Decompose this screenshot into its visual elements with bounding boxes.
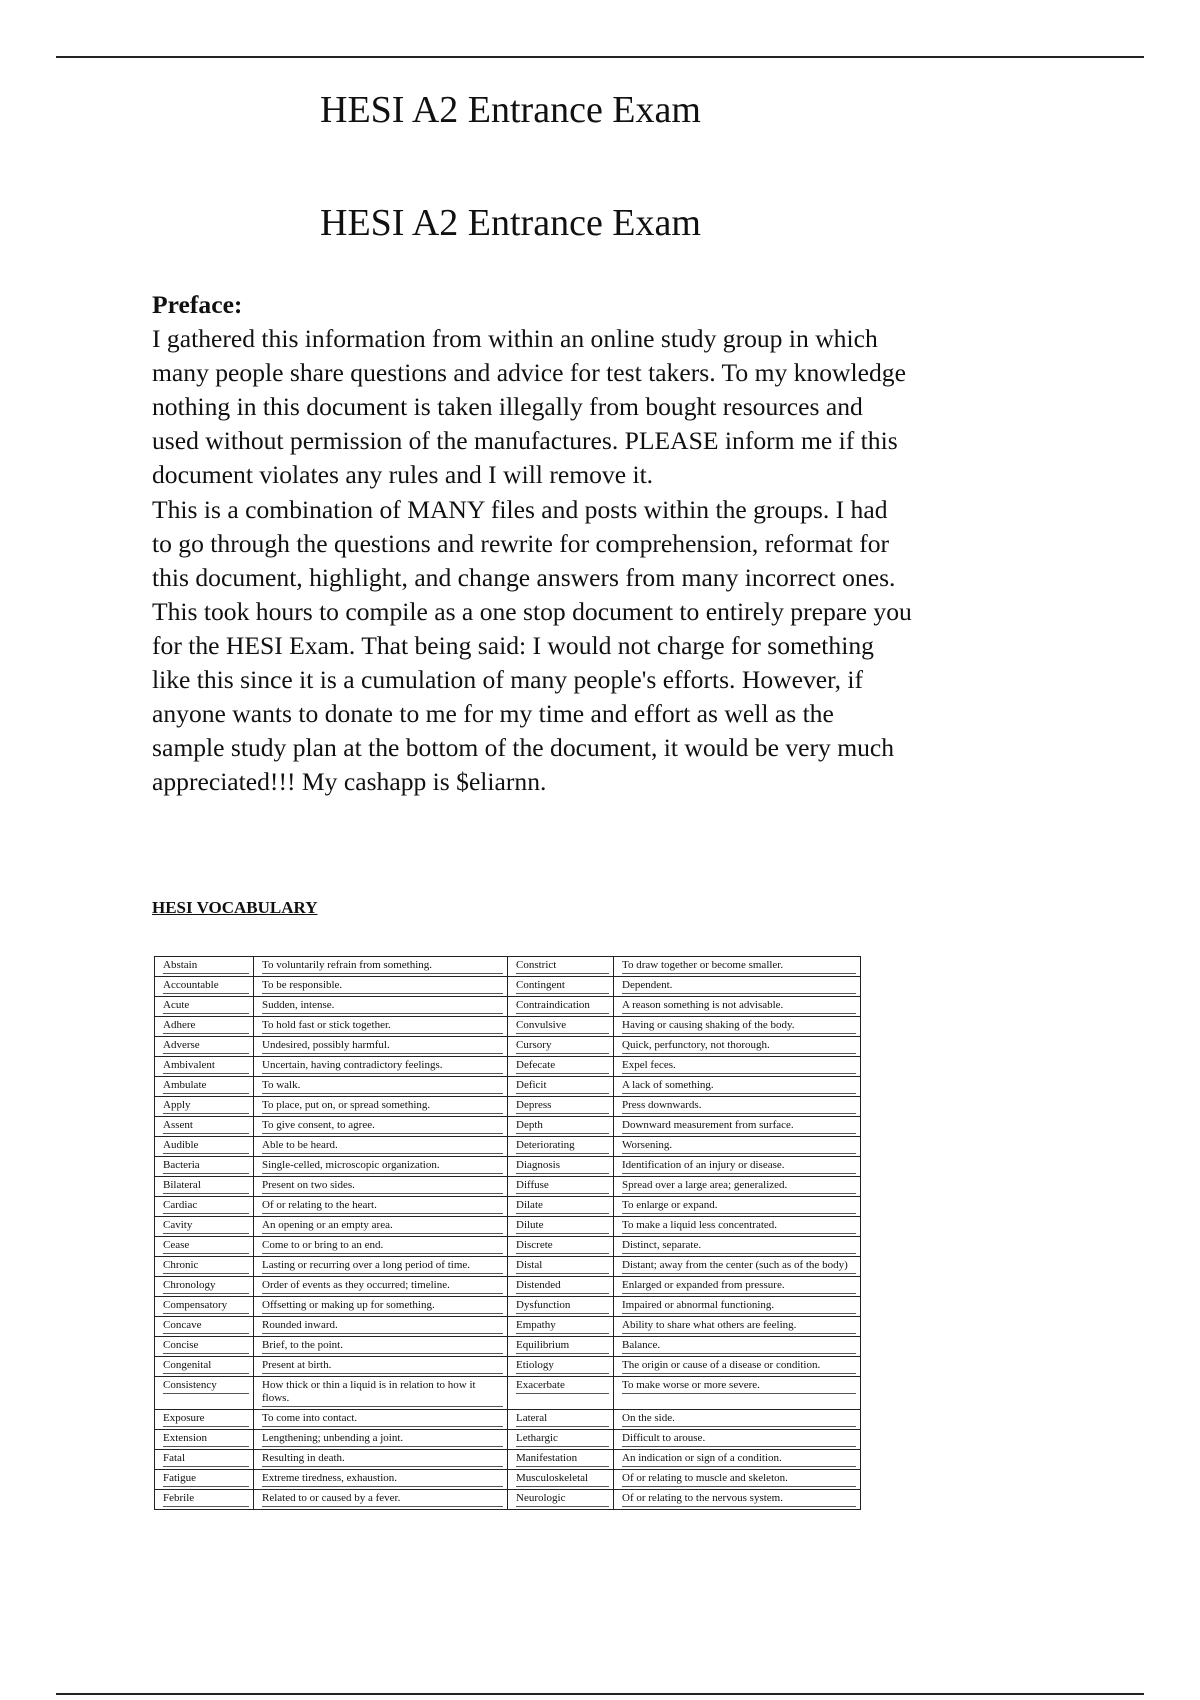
table-cell (254, 1217, 508, 1237)
table-cell (508, 1137, 614, 1157)
table-cell (155, 1410, 254, 1430)
vocabulary-heading: HESI VOCABULARY (152, 898, 318, 917)
vocab-definition: Present on two sides. (262, 1179, 503, 1194)
table-cell (508, 1297, 614, 1317)
vocab-term: Manifestation (516, 1452, 609, 1467)
vocab-definition: To hold fast or stick together. (262, 1019, 503, 1034)
vocab-term: Contingent (516, 979, 609, 994)
vocab-definition: Of or relating to muscle and skeleton. (622, 1472, 856, 1487)
table-cell (614, 1490, 861, 1510)
table-cell (614, 1257, 861, 1277)
table-cell (614, 1217, 861, 1237)
table-row (155, 957, 861, 977)
vocab-definition: To make worse or more severe. (622, 1379, 856, 1394)
table-cell (155, 1470, 254, 1490)
table-cell (254, 1377, 508, 1410)
table-cell (155, 1137, 254, 1157)
bottom-rule (56, 1693, 1144, 1695)
vocab-definition: Resulting in death. (262, 1452, 503, 1467)
table-row (155, 1017, 861, 1037)
vocab-definition: How thick or thin a liquid is in relation to how it flows. (262, 1379, 503, 1407)
table-cell (155, 1077, 254, 1097)
table-cell (614, 1197, 861, 1217)
vocab-definition: Single-celled, microscopic organization. (262, 1159, 503, 1174)
table-row (155, 1097, 861, 1117)
vocab-definition: Offsetting or making up for something. (262, 1299, 503, 1314)
table-cell (254, 1450, 508, 1470)
table-row (155, 977, 861, 997)
vocab-term: Defecate (516, 1059, 609, 1074)
table-cell (508, 997, 614, 1017)
vocab-term: Contraindication (516, 999, 609, 1014)
vocab-term: Equilibrium (516, 1339, 609, 1354)
preface-section (152, 288, 912, 799)
vocab-term: Audible (163, 1139, 249, 1154)
table-cell (155, 1037, 254, 1057)
table-cell (155, 997, 254, 1017)
table-cell (614, 957, 861, 977)
table-cell (508, 1277, 614, 1297)
table-cell (508, 1037, 614, 1057)
table-cell (614, 1017, 861, 1037)
table-cell (508, 1217, 614, 1237)
table-cell (254, 1017, 508, 1037)
table-row (155, 1197, 861, 1217)
table-cell (155, 977, 254, 997)
table-cell (614, 997, 861, 1017)
table-cell (254, 997, 508, 1017)
table-cell (508, 1377, 614, 1410)
table-cell (254, 1037, 508, 1057)
vocab-definition: Having or causing shaking of the body. (622, 1019, 856, 1034)
vocab-definition: To be responsible. (262, 979, 503, 994)
table-cell (254, 1490, 508, 1510)
table-cell (508, 1317, 614, 1337)
vocab-term: Convulsive (516, 1019, 609, 1034)
table-cell (254, 1430, 508, 1450)
table-cell (254, 1197, 508, 1217)
vocab-definition: Spread over a large area; generalized. (622, 1179, 856, 1194)
table-cell (614, 1357, 861, 1377)
table-cell (254, 1097, 508, 1117)
table-cell (155, 1450, 254, 1470)
vocab-definition: Sudden, intense. (262, 999, 503, 1014)
vocab-definition: Difficult to arouse. (622, 1432, 856, 1447)
vocab-definition: To give consent, to agree. (262, 1119, 503, 1134)
vocab-term: Empathy (516, 1319, 609, 1334)
vocab-term: Abstain (163, 959, 249, 974)
vocab-definition: Identification of an injury or disease. (622, 1159, 856, 1174)
table-cell (155, 1057, 254, 1077)
top-rule (56, 56, 1144, 58)
vocab-term: Dilute (516, 1219, 609, 1234)
vocab-definition: Lasting or recurring over a long period of time. (262, 1259, 503, 1274)
vocab-term: Cardiac (163, 1199, 249, 1214)
table-cell (508, 1490, 614, 1510)
table-row (155, 1377, 861, 1410)
vocab-term: Diffuse (516, 1179, 609, 1194)
table-cell (254, 957, 508, 977)
table-cell (614, 1157, 861, 1177)
vocab-term: Accountable (163, 979, 249, 994)
table-cell (254, 1117, 508, 1137)
vocab-term: Exposure (163, 1412, 249, 1427)
table-cell (614, 1297, 861, 1317)
vocab-term: Congenital (163, 1359, 249, 1374)
table-row (155, 1277, 861, 1297)
table-cell (614, 1177, 861, 1197)
vocab-definition: Of or relating to the nervous system. (622, 1492, 856, 1507)
table-cell (254, 1470, 508, 1490)
vocab-term: Concave (163, 1319, 249, 1334)
vocab-term: Fatigue (163, 1472, 249, 1487)
table-cell (155, 1357, 254, 1377)
table-cell (508, 1057, 614, 1077)
vocab-term: Chronology (163, 1279, 249, 1294)
table-cell (508, 1410, 614, 1430)
vocab-term: Diagnosis (516, 1159, 609, 1174)
table-cell (254, 1057, 508, 1077)
vocab-definition: Dependent. (622, 979, 856, 994)
table-row (155, 1177, 861, 1197)
vocab-term: Concise (163, 1339, 249, 1354)
table-row (155, 1137, 861, 1157)
table-cell (155, 1217, 254, 1237)
vocab-term: Fatal (163, 1452, 249, 1467)
table-row (155, 1357, 861, 1377)
vocab-definition: On the side. (622, 1412, 856, 1427)
table-cell (614, 1317, 861, 1337)
table-cell (155, 1157, 254, 1177)
vocab-term: Extension (163, 1432, 249, 1447)
vocab-definition: Uncertain, having contradictory feelings. (262, 1059, 503, 1074)
preface-heading: Preface: (152, 290, 243, 319)
vocab-definition: Balance. (622, 1339, 856, 1354)
vocab-term: Febrile (163, 1492, 249, 1507)
table-cell (155, 1430, 254, 1450)
table-cell (155, 1377, 254, 1410)
vocab-definition: To enlarge or expand. (622, 1199, 856, 1214)
vocabulary-table-body (155, 957, 861, 1510)
vocab-term: Dysfunction (516, 1299, 609, 1314)
vocab-definition: Lengthening; unbending a joint. (262, 1432, 503, 1447)
vocab-definition: To place, put on, or spread something. (262, 1099, 503, 1114)
vocab-definition: Worsening. (622, 1139, 856, 1154)
table-cell (254, 977, 508, 997)
vocab-definition: An opening or an empty area. (262, 1219, 503, 1234)
table-cell (508, 1357, 614, 1377)
table-cell (614, 1450, 861, 1470)
table-row (155, 1077, 861, 1097)
vocab-term: Depth (516, 1119, 609, 1134)
vocab-term: Bilateral (163, 1179, 249, 1194)
vocab-definition: Present at birth. (262, 1359, 503, 1374)
table-cell (614, 1057, 861, 1077)
vocabulary-table (154, 956, 861, 1510)
vocab-term: Adverse (163, 1039, 249, 1054)
vocab-term: Adhere (163, 1019, 249, 1034)
vocab-term: Ambulate (163, 1079, 249, 1094)
table-cell (508, 1197, 614, 1217)
table-cell (254, 1157, 508, 1177)
vocab-definition: Quick, perfunctory, not thorough. (622, 1039, 856, 1054)
table-cell (614, 1237, 861, 1257)
table-cell (254, 1357, 508, 1377)
vocab-term: Cavity (163, 1219, 249, 1234)
vocab-definition: Enlarged or expanded from pressure. (622, 1279, 856, 1294)
table-cell (155, 957, 254, 977)
vocab-term: Cursory (516, 1039, 609, 1054)
vocab-definition: Able to be heard. (262, 1139, 503, 1154)
vocab-definition: To walk. (262, 1079, 503, 1094)
table-row (155, 1217, 861, 1237)
vocab-term: Constrict (516, 959, 609, 974)
vocab-term: Deteriorating (516, 1139, 609, 1154)
table-cell (508, 1257, 614, 1277)
vocab-term: Etiology (516, 1359, 609, 1374)
table-row (155, 1450, 861, 1470)
vocab-term: Apply (163, 1099, 249, 1114)
table-cell (254, 1297, 508, 1317)
table-cell (614, 977, 861, 997)
table-cell (508, 1337, 614, 1357)
table-cell (508, 1450, 614, 1470)
table-cell (508, 1017, 614, 1037)
table-cell (614, 1137, 861, 1157)
vocab-term: Assent (163, 1119, 249, 1134)
vocab-term: Acute (163, 999, 249, 1014)
vocab-term: Deficit (516, 1079, 609, 1094)
table-row (155, 997, 861, 1017)
vocab-term: Dilate (516, 1199, 609, 1214)
table-cell (254, 1317, 508, 1337)
table-row (155, 1490, 861, 1510)
table-cell (155, 1017, 254, 1037)
vocab-term: Compensatory (163, 1299, 249, 1314)
table-row (155, 1410, 861, 1430)
vocab-term: Discrete (516, 1239, 609, 1254)
vocab-term: Consistency (163, 1379, 249, 1394)
table-cell (614, 1037, 861, 1057)
table-cell (508, 977, 614, 997)
table-row (155, 1237, 861, 1257)
table-row (155, 1037, 861, 1057)
table-cell (614, 1470, 861, 1490)
vocab-definition: Ability to share what others are feeling. (622, 1319, 856, 1334)
table-cell (155, 1337, 254, 1357)
table-cell (614, 1117, 861, 1137)
vocab-definition: An indication or sign of a condition. (622, 1452, 856, 1467)
vocab-definition: Rounded inward. (262, 1319, 503, 1334)
table-row (155, 1430, 861, 1450)
table-row (155, 1337, 861, 1357)
vocab-term: Lateral (516, 1412, 609, 1427)
vocab-term: Chronic (163, 1259, 249, 1274)
vocab-definition: Undesired, possibly harmful. (262, 1039, 503, 1054)
vocab-definition: Distinct, separate. (622, 1239, 856, 1254)
vocab-term: Musculoskeletal (516, 1472, 609, 1487)
vocab-definition: Press downwards. (622, 1099, 856, 1114)
table-row (155, 1057, 861, 1077)
table-cell (155, 1317, 254, 1337)
table-cell (254, 1237, 508, 1257)
table-cell (254, 1077, 508, 1097)
table-cell (508, 957, 614, 977)
table-cell (508, 1097, 614, 1117)
table-cell (508, 1177, 614, 1197)
vocab-definition: A reason something is not advisable. (622, 999, 856, 1014)
vocab-definition: Distant; away from the center (such as of the body) (622, 1259, 856, 1274)
table-cell (614, 1337, 861, 1357)
table-cell (614, 1377, 861, 1410)
vocab-term: Exacerbate (516, 1379, 609, 1394)
vocab-term: Neurologic (516, 1492, 609, 1507)
vocab-definition: Downward measurement from surface. (622, 1119, 856, 1134)
table-row (155, 1317, 861, 1337)
table-cell (155, 1177, 254, 1197)
table-cell (155, 1117, 254, 1137)
table-cell (614, 1277, 861, 1297)
table-cell (254, 1337, 508, 1357)
table-cell (155, 1237, 254, 1257)
table-cell (614, 1077, 861, 1097)
table-cell (508, 1077, 614, 1097)
document-subtitle: HESI A2 Entrance Exam (320, 202, 701, 244)
table-cell (508, 1157, 614, 1177)
table-cell (254, 1137, 508, 1157)
vocab-definition: Related to or caused by a fever. (262, 1492, 503, 1507)
table-cell (155, 1277, 254, 1297)
vocab-term: Distal (516, 1259, 609, 1274)
table-cell (254, 1277, 508, 1297)
table-cell (614, 1410, 861, 1430)
table-cell (614, 1430, 861, 1450)
table-cell (508, 1237, 614, 1257)
vocab-term: Bacteria (163, 1159, 249, 1174)
vocab-definition: To come into contact. (262, 1412, 503, 1427)
vocab-definition: Of or relating to the heart. (262, 1199, 503, 1214)
vocab-definition: The origin or cause of a disease or condition. (622, 1359, 856, 1374)
vocab-definition: To draw together or become smaller. (622, 959, 856, 974)
vocab-definition: Order of events as they occurred; timeline. (262, 1279, 503, 1294)
table-cell (254, 1177, 508, 1197)
vocab-definition: Expel feces. (622, 1059, 856, 1074)
preface-paragraph-1: I gathered this information from within an online study group in which many people share questions and advice for test takers. To my knowledge nothing in this document is taken illegally from bought resources and used without permission of the manufactures. PLEASE inform me if this document violates any rules and I will remove it. (152, 324, 906, 490)
vocab-definition: To voluntarily refrain from something. (262, 959, 503, 974)
vocab-term: Ambivalent (163, 1059, 249, 1074)
vocab-definition: A lack of something. (622, 1079, 856, 1094)
table-row (155, 1157, 861, 1177)
table-row (155, 1297, 861, 1317)
vocab-term: Lethargic (516, 1432, 609, 1447)
table-cell (155, 1297, 254, 1317)
table-row (155, 1257, 861, 1277)
table-cell (254, 1257, 508, 1277)
vocab-definition: Brief, to the point. (262, 1339, 503, 1354)
vocab-definition: To make a liquid less concentrated. (622, 1219, 856, 1234)
table-row (155, 1117, 861, 1137)
table-cell (254, 1410, 508, 1430)
preface-paragraph-2: This is a combination of MANY files and posts within the groups. I had to go through the questions and rewrite for comprehension, reformat for this document, highlight, and change answers from many incorrect ones. This took hours to compile as a one stop document to entirely prepare you for the HESI Exam. That being said: I would not charge for something like this since it is a cumulation of many people's efforts. However, if anyone wants to donate to me for my time and effort as well as the sample study plan at the bottom of the document, it would be very much appreciated!!! My cashapp is $eliarnn. (152, 494, 912, 797)
vocab-term: Cease (163, 1239, 249, 1254)
table-cell (508, 1470, 614, 1490)
table-cell (614, 1097, 861, 1117)
table-cell (508, 1430, 614, 1450)
document-title: HESI A2 Entrance Exam (320, 89, 701, 131)
table-cell (508, 1117, 614, 1137)
vocab-term: Depress (516, 1099, 609, 1114)
vocab-term: Distended (516, 1279, 609, 1294)
table-cell (155, 1097, 254, 1117)
vocab-definition: Impaired or abnormal functioning. (622, 1299, 856, 1314)
table-cell (155, 1490, 254, 1510)
table-cell (155, 1197, 254, 1217)
vocab-definition: Come to or bring to an end. (262, 1239, 503, 1254)
table-cell (155, 1257, 254, 1277)
table-row (155, 1470, 861, 1490)
vocab-definition: Extreme tiredness, exhaustion. (262, 1472, 503, 1487)
